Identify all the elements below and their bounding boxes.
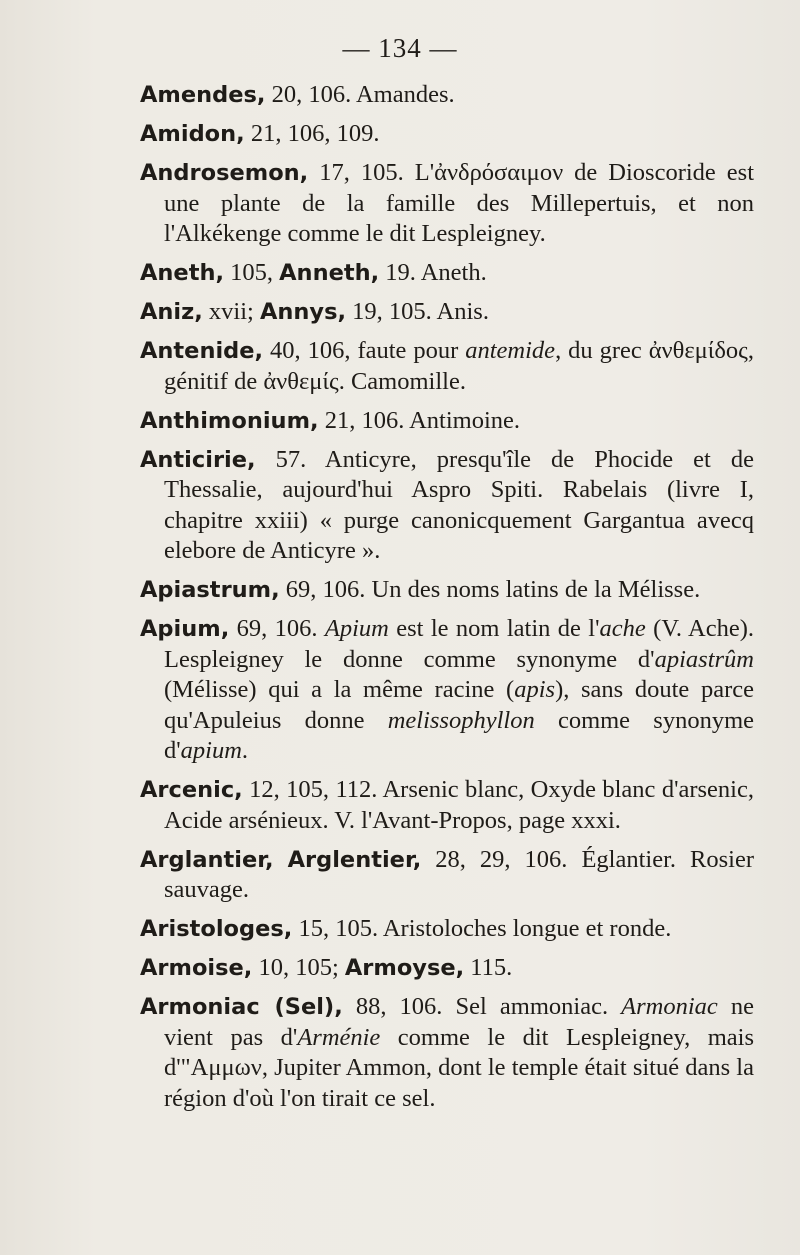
entry-headword: Apiastrum, — [140, 577, 280, 603]
glossary-entry: Antenide, 40, 106, faute pour antemide, du grec ἀνθεμίδος, génitif de ἀνθεμίς. Camomille. — [140, 337, 754, 395]
entry-headword: Armoniac (Sel), — [140, 994, 343, 1020]
glossary-entry: Apium, 69, 106. Apium est le nom latin de l'ache (V. Ache). Lespleigney le donne comme synonyme d'apiastrûm (Mélisse) qui a la même racine (apis), sans doute parce qu'Apuleius donne melissophyllon comme synonyme d'apium. — [140, 615, 754, 764]
glossary-entry: Amendes, 20, 106. Amandes. — [140, 81, 455, 108]
glossary-entry: Anticirie, 57. Anticyre, presqu'île de Phocide et de Thessalie, aujourd'hui Aspro Spiti. Rabelais (livre I, chapitre xxiii) « purge canonicquement Gargantua avecq elebore de Anticyre ». — [140, 445, 754, 564]
entry-headword-variant: Armoyse, — [344, 955, 465, 981]
glossary-entry: Anthimonium, 21, 106. Antimoine. — [140, 406, 521, 434]
glossary-entry: Aristologes, 15, 105. Aristoloches longue et ronde. — [140, 915, 672, 942]
entry-headword: Armoise, — [140, 955, 253, 981]
entry-headword: Anthimonium, — [140, 407, 319, 434]
entry-headword: Arcenic, — [140, 777, 243, 803]
entry-headword: Antenide, — [140, 338, 264, 364]
entry-headword-variant: Annys, — [259, 299, 347, 325]
entry-headword-variant: Arglentier, — [287, 846, 422, 873]
glossary-entry: Arglantier, Arglentier, 28, 29, 106. Églantier. Rosier sauvage. — [140, 845, 754, 903]
entry-headword: Androsemon, — [140, 160, 309, 186]
entry-headword: Apium, — [140, 616, 230, 642]
glossary-entry: Armoniac (Sel), 88, 106. Sel ammoniac. Armoniac ne vient pas d'Arménie comme le dit Lespleigney, mais d'"Αμμων, Jupiter Ammon, dont le temple était situé dans la région d'où l'on tirait ce sel. — [140, 993, 755, 1112]
glossary-entry: Apiastrum, 69, 106. Un des noms latins de la Mélisse. — [140, 576, 701, 603]
glossary-entry: Androsemon, 17, 105. L'ἀνδρόσαιμον de Dioscoride est une plante de la famille des Millepertuis, et non l'Alkékenge comme le dit Lespleigney. — [140, 159, 754, 247]
glossary-entry: Aneth, 105, Anneth, 19. Aneth. — [140, 259, 487, 286]
page-number: — 134 — — [342, 33, 458, 63]
glossary-entry: Aniz, xvii; Annys, 19, 105. Anis. — [140, 298, 489, 325]
entry-headword: Aniz, — [140, 299, 203, 325]
entry-headword: Amidon, — [140, 121, 245, 147]
entry-headword: Anticirie, — [140, 446, 256, 473]
entry-headword-variant: Anneth, — [279, 260, 380, 286]
entry-headword: Arglantier, — [140, 846, 274, 873]
entry-headword: Amendes, — [140, 82, 266, 108]
glossary-entry: Armoise, 10, 105; Armoyse, 115. — [140, 954, 513, 981]
entry-headword: Aneth, — [140, 260, 225, 286]
glossary-entry: Arcenic, 12, 105, 112. Arsenic blanc, Oxyde blanc d'arsenic, Acide arsénieux. V. l'Avant-Propos, page xxxi. — [140, 776, 754, 834]
entry-headword: Aristologes, — [140, 916, 293, 942]
glossary-entry: Amidon, 21, 106, 109. — [140, 120, 380, 147]
glossary-entries — [140, 80, 754, 1123]
